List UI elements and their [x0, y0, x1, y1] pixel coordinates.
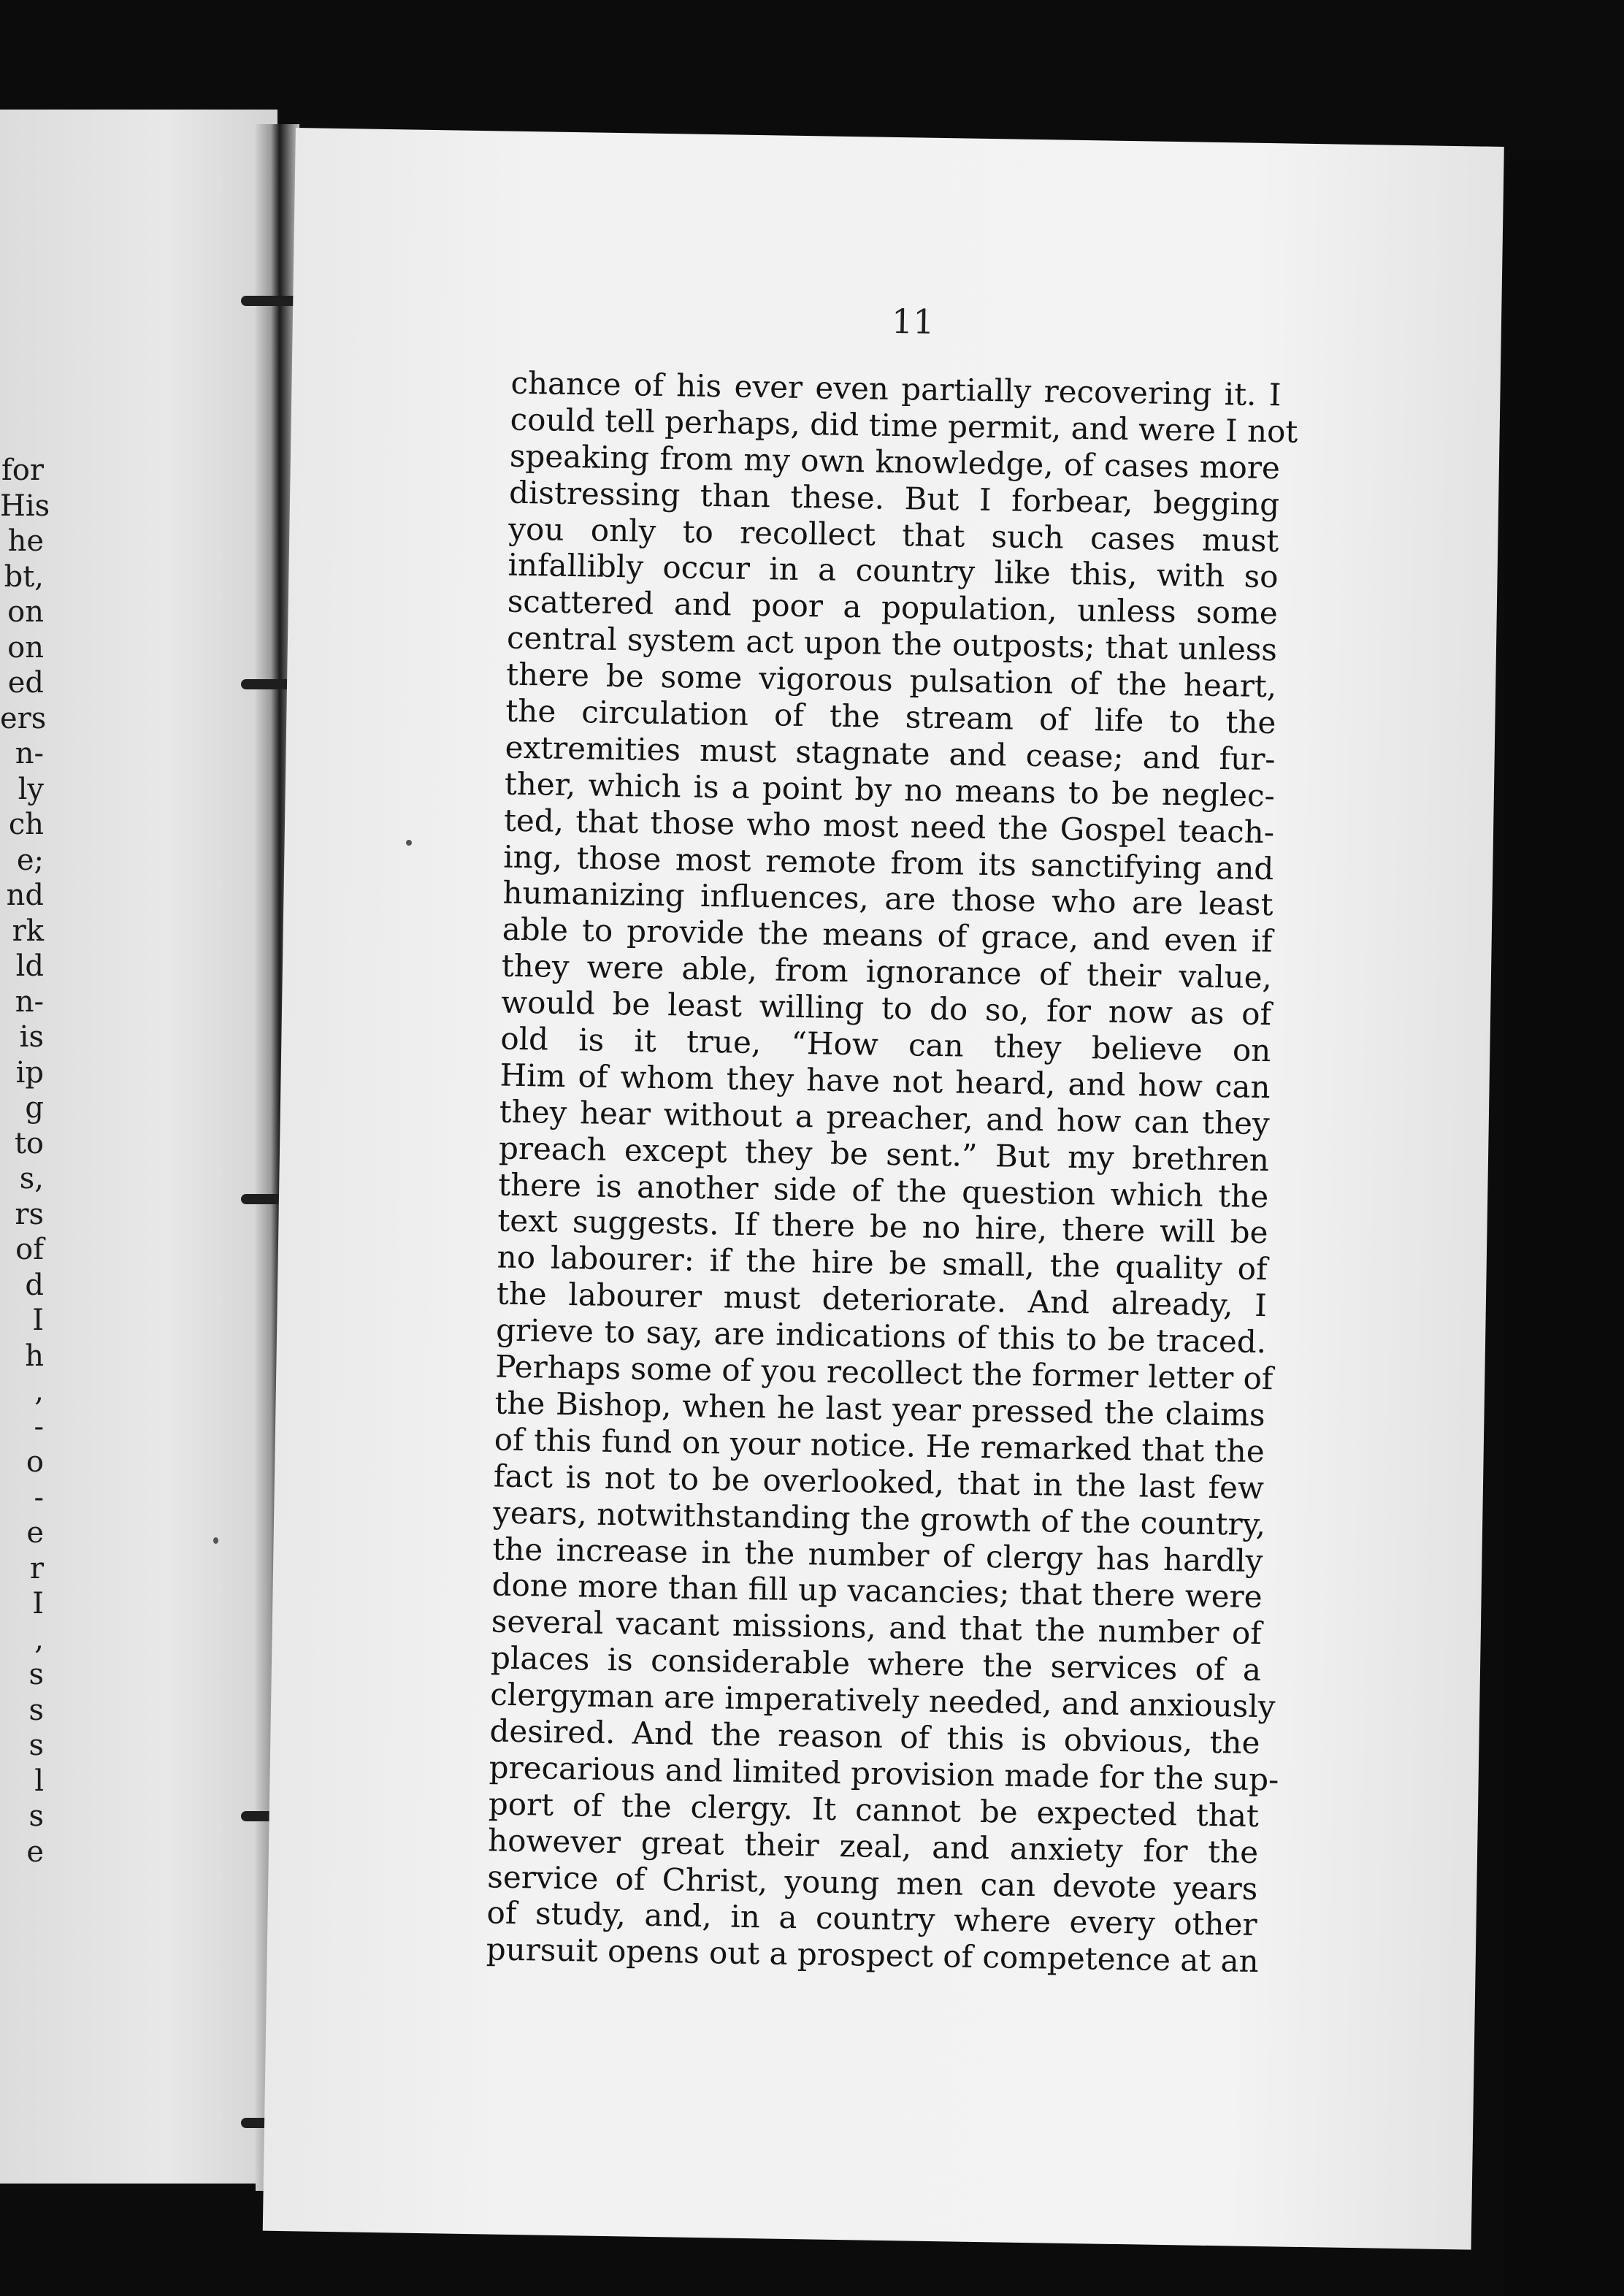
text-line: years, notwithstanding the growth of the country, — [492, 1494, 1266, 1542]
text-line: several vacant missions, and that the number of — [491, 1603, 1263, 1652]
text-line: infallibly occur in a country like this, with so — [508, 547, 1279, 595]
text-line: ted, that those who most need the Gospel teach- — [503, 802, 1275, 850]
text-line: ther, which is a point by no means to be neglec- — [504, 765, 1276, 814]
facing-page-fragment: h — [25, 1339, 44, 1373]
facing-page-fragment: s — [28, 1729, 44, 1762]
facing-page-fragment: for — [1, 454, 44, 487]
facing-page-fragment: e; — [16, 843, 44, 877]
text-line: you only to recollect that such cases must — [508, 510, 1279, 559]
facing-page-fragment: ers — [0, 701, 47, 735]
facing-page-fragment: s — [28, 1658, 44, 1691]
facing-page-fragment: rs — [15, 1197, 44, 1231]
facing-page-fragment: e — [26, 1516, 44, 1550]
text-line: precarious and limited provision made for the sup- — [489, 1749, 1279, 1798]
facing-page-fragment: on — [7, 630, 44, 665]
facing-page-fragment: ly — [18, 772, 44, 806]
text-line: grieve to say, are indications of this to be traced. — [495, 1312, 1267, 1361]
facing-page-fragment: on — [7, 595, 44, 629]
binding-stitch — [241, 296, 299, 306]
text-line: ing, those most remote from its sanctifying and — [502, 838, 1274, 887]
facing-page-fragment: s — [28, 1693, 44, 1727]
page — [263, 128, 1504, 2250]
text-line: there is another side of the question which the — [497, 1166, 1269, 1214]
text-line: could tell perhaps, did time permit, and were I not — [510, 401, 1298, 450]
text-line: places is considerable where the services of a — [490, 1639, 1262, 1688]
text-line: the labourer must deteriorate. And already, I — [496, 1275, 1268, 1324]
facing-page-fragment: - — [34, 1409, 44, 1444]
facing-page-fragment: nd — [6, 879, 44, 912]
facing-page-fragment: e — [26, 1834, 44, 1869]
text-line: able to provide the means of grace, and even if — [502, 911, 1273, 960]
text-line: fact is not to be overlooked, that in the last few — [493, 1458, 1265, 1506]
facing-page-text-fragments — [0, 453, 50, 1870]
facing-page-fragment: ld — [15, 949, 44, 983]
print-speck — [213, 1537, 218, 1544]
text-line: clergyman are imperatively needed, and anxiously — [489, 1676, 1276, 1725]
facing-page-fragment: he — [7, 524, 44, 558]
facing-page-fragment: to — [14, 1126, 44, 1160]
facing-page-fragment: bt, — [4, 559, 44, 594]
facing-page-fragment: is — [19, 1020, 44, 1054]
facing-page-fragment: His — [0, 489, 50, 523]
text-line: scattered and poor a population, unless some — [507, 583, 1279, 632]
text-line: chance of his ever even partially recovering it. I — [510, 364, 1282, 413]
text-line: of study, and, in a country where every other — [486, 1894, 1257, 1943]
facing-page-fragment: ch — [8, 808, 44, 841]
page-number: 11 — [891, 301, 935, 342]
facing-page-fragment: n- — [15, 737, 44, 770]
text-line: the Bishop, when he last year pressed the claims — [494, 1385, 1265, 1434]
text-line: the increase in the number of clergy has hardly — [492, 1530, 1263, 1579]
text-line: Him of whom they have not heard, and how can — [499, 1057, 1271, 1106]
text-line: would be least willing to do so, for now as of — [500, 984, 1272, 1033]
facing-page-fragment: s — [28, 1799, 44, 1833]
facing-page-fragment: I — [32, 1304, 44, 1337]
text-line: the circulation of the stream of life to the — [505, 692, 1276, 741]
text-line: port of the clergy. It cannot be expected that — [488, 1786, 1260, 1834]
text-line: they were able, from ignorance of their value, — [501, 947, 1273, 996]
text-line: old is it true, “How can they believe on — [500, 1020, 1271, 1069]
scan-background — [1504, 161, 1624, 2296]
text-line: pursuit opens out a prospect of competence at an — [486, 1931, 1260, 1980]
text-line: speaking from my own knowledge, of cases more — [509, 437, 1281, 486]
facing-page-fragment: rk — [12, 914, 44, 948]
facing-page-fragment: l — [34, 1764, 44, 1798]
facing-page-fragment: s, — [19, 1162, 44, 1195]
text-line: there be some vigorous pulsation of the heart, — [505, 656, 1277, 705]
facing-page-fragment: , — [34, 1622, 44, 1656]
text-line: no labourer: if the hire be small, the quality of — [497, 1239, 1268, 1287]
facing-page-fragment: d — [25, 1268, 44, 1302]
text-line: of this fund on your notice. He remarked that the — [494, 1421, 1265, 1469]
facing-page — [0, 110, 277, 2184]
facing-page-fragment: ed — [7, 666, 44, 700]
text-line: however great their zeal, and anxiety for the — [487, 1822, 1259, 1870]
facing-page-fragment: ip — [15, 1055, 44, 1090]
text-line: text suggests. If there be no hire, there will be — [497, 1203, 1268, 1251]
text-line: done more than fill up vacancies; that there were — [491, 1566, 1263, 1615]
text-line: extremities must stagnate and cease; and fur- — [505, 729, 1276, 778]
facing-page-fragment: - — [34, 1480, 44, 1515]
text-line: desired. And the reason of this is obvious, the — [489, 1713, 1260, 1761]
facing-page-fragment: g — [25, 1091, 44, 1125]
text-line: distressing than these. But I forbear, begging — [508, 474, 1280, 522]
facing-page-fragment: r — [29, 1551, 44, 1585]
text-line: they hear without a preacher, and how can they — [499, 1093, 1271, 1141]
facing-page-fragment: , — [34, 1374, 44, 1408]
text-line: service of Christ, young men can devote years — [487, 1858, 1258, 1907]
facing-page-fragment: o — [26, 1445, 44, 1479]
text-line: humanizing influences, are those who are least — [502, 875, 1273, 923]
facing-page-fragment: I — [32, 1587, 44, 1620]
text-line: central system act upon the outposts; that unless — [506, 619, 1278, 668]
print-speck — [406, 840, 412, 846]
facing-page-fragment: n- — [15, 984, 44, 1019]
facing-page-fragment: of — [15, 1233, 44, 1266]
page-body-text — [486, 364, 1298, 1980]
text-line: Perhaps some of you recollect the former letter of — [495, 1348, 1273, 1397]
text-line: preach except they be sent.” But my brethren — [498, 1130, 1270, 1178]
